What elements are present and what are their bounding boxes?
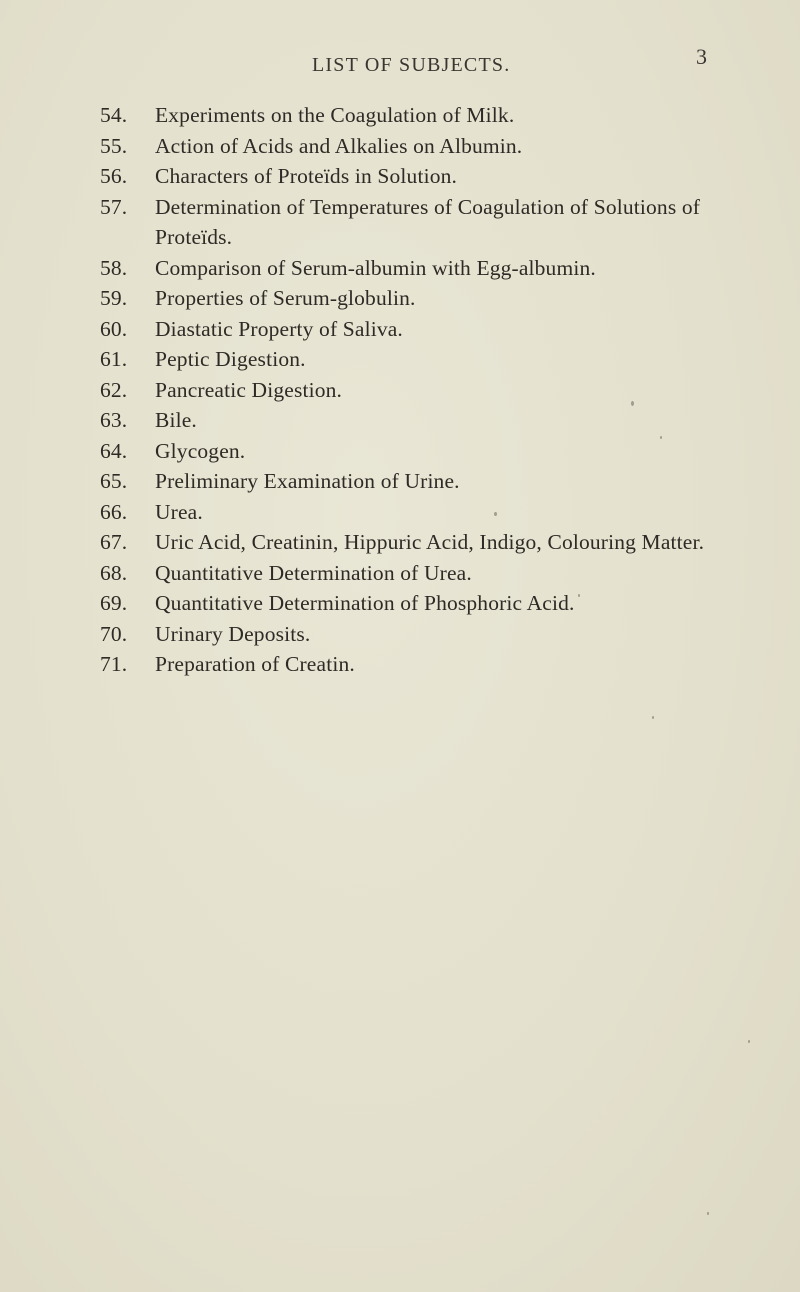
list-item bbox=[0, 314, 800, 345]
list-item bbox=[0, 497, 800, 528]
subject-number: 63. bbox=[100, 408, 128, 432]
list-item bbox=[0, 375, 800, 406]
subject-title: Quantitative Determination of Phosphoric Acid. bbox=[155, 591, 575, 615]
paper-speck bbox=[652, 716, 654, 719]
subject-title: Comparison of Serum-albumin with Egg-albumin. bbox=[155, 255, 596, 280]
paper-speck bbox=[494, 512, 497, 516]
subject-number: 57. bbox=[100, 194, 128, 219]
subject-number: 64. bbox=[100, 438, 128, 463]
subject-title: Pancreatic Digestion. bbox=[155, 377, 343, 402]
list-item bbox=[0, 100, 800, 131]
paper-speck bbox=[707, 1212, 709, 1215]
subject-number: 65. bbox=[100, 469, 128, 493]
list-item bbox=[0, 527, 800, 558]
subject-number: 69. bbox=[100, 591, 128, 615]
subject-number: 68. bbox=[100, 560, 128, 585]
list-item bbox=[0, 253, 800, 284]
list-item bbox=[0, 405, 800, 436]
subject-title: Quantitative Determination of Urea. bbox=[155, 560, 472, 585]
subject-number: 66. bbox=[100, 499, 128, 524]
list-item bbox=[0, 283, 800, 314]
subject-title: Determination of Temperatures of Coagulation of Solutions of Proteïds. bbox=[155, 194, 701, 249]
list-item bbox=[0, 649, 800, 680]
subject-title: Peptic Digestion. bbox=[155, 347, 306, 371]
subject-title: Urea. bbox=[155, 499, 203, 524]
subject-number: 56. bbox=[100, 164, 128, 188]
subject-number: 59. bbox=[100, 286, 128, 310]
subject-number: 71. bbox=[100, 652, 128, 676]
subject-number: 58. bbox=[100, 255, 128, 280]
list-item bbox=[0, 192, 800, 253]
page-number: 3 bbox=[696, 44, 707, 69]
list-item bbox=[0, 466, 800, 497]
list-item bbox=[0, 558, 800, 589]
subject-title: Bile. bbox=[155, 408, 197, 432]
subject-title: Urinary Deposits. bbox=[155, 621, 311, 646]
list-item bbox=[0, 588, 800, 619]
subject-number: 61. bbox=[100, 347, 128, 371]
paper-speck bbox=[578, 594, 580, 597]
list-item bbox=[0, 344, 800, 375]
subject-number: 62. bbox=[100, 377, 128, 402]
subject-title: Action of Acids and Alkalies on Albumin. bbox=[155, 133, 523, 158]
subject-title: Properties of Serum-globulin. bbox=[155, 286, 416, 310]
subject-title: Diastatic Property of Saliva. bbox=[155, 316, 403, 341]
paper-speck bbox=[660, 436, 662, 439]
list-item bbox=[0, 161, 800, 192]
subject-title: Glycogen. bbox=[155, 438, 246, 463]
subject-number: 67. bbox=[100, 530, 128, 554]
subject-title: Preparation of Creatin. bbox=[155, 652, 355, 676]
list-item bbox=[0, 436, 800, 467]
subject-number: 70. bbox=[100, 621, 128, 646]
list-item bbox=[0, 619, 800, 650]
subject-number: 54. bbox=[100, 103, 128, 127]
subject-title: Experiments on the Coagulation of Milk. bbox=[155, 103, 515, 127]
paper-speck bbox=[748, 1040, 750, 1043]
subject-number: 60. bbox=[100, 316, 128, 341]
subject-title: Preliminary Examination of Urine. bbox=[155, 469, 460, 493]
subject-title: Uric Acid, Creatinin, Hippuric Acid, Indigo, Colouring Matter. bbox=[155, 530, 705, 554]
subject-title: Characters of Proteïds in Solution. bbox=[155, 164, 458, 188]
subject-list bbox=[0, 100, 800, 680]
list-item bbox=[0, 131, 800, 162]
paper-speck bbox=[631, 401, 634, 406]
running-head bbox=[0, 44, 800, 80]
subject-number: 55. bbox=[100, 133, 128, 158]
page-title: LIST OF SUBJECTS. bbox=[312, 54, 511, 76]
